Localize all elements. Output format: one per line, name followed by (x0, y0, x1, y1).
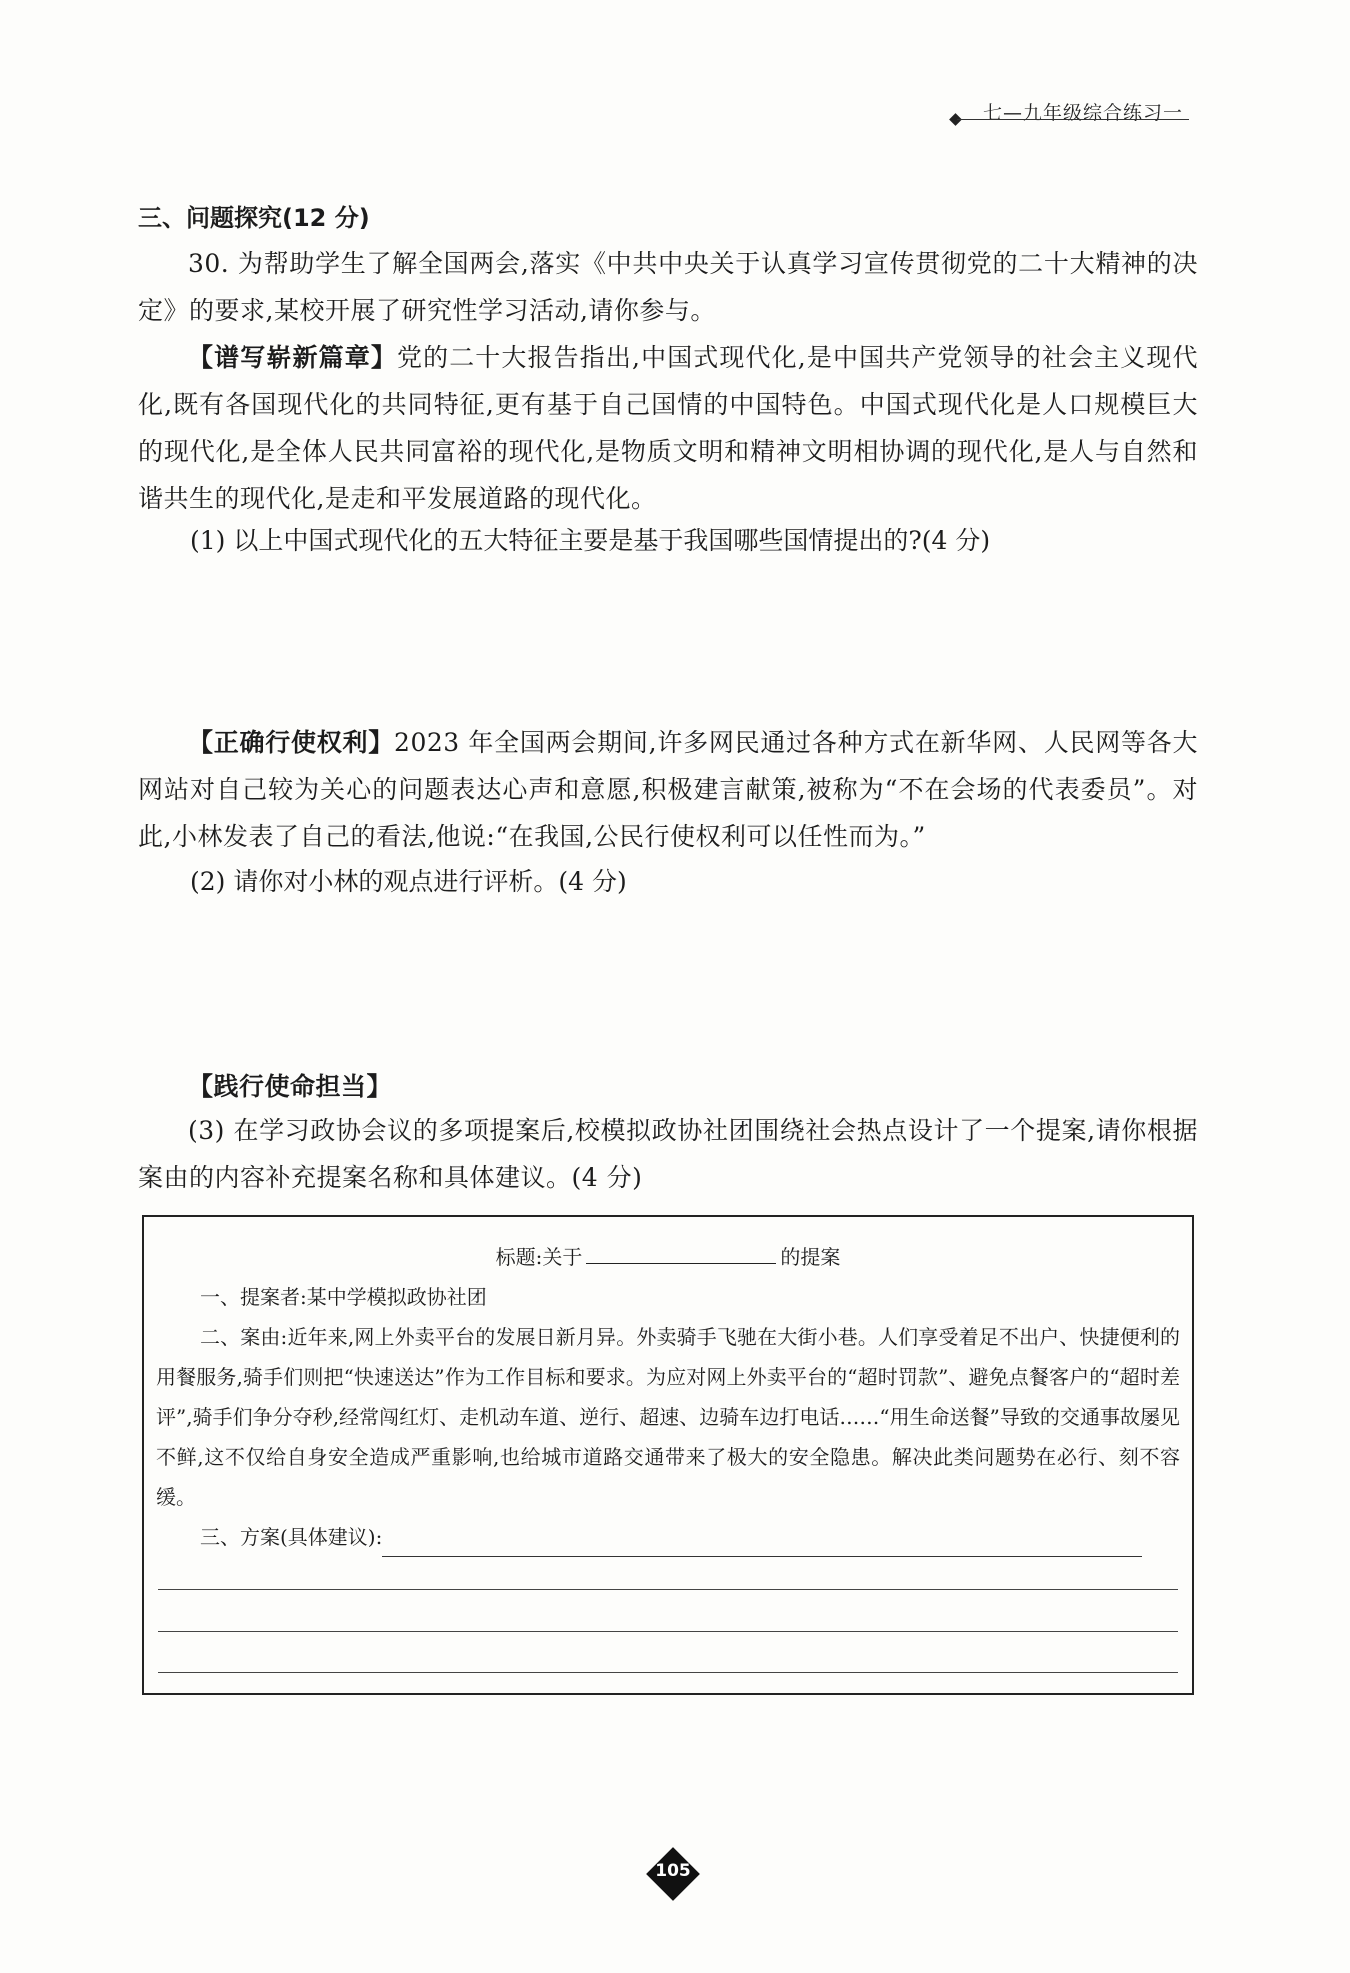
part3-tag-line (188, 1063, 1188, 1110)
part2-question: (2) 请你对小林的观点进行评析。(4 分) (190, 867, 627, 896)
proposal-title-suffix: 的提案 (780, 1245, 841, 1269)
part2-paragraph (138, 719, 1198, 860)
answer-line[interactable] (158, 1631, 1178, 1632)
section-title: 三、问题探究(12 分) (138, 204, 370, 232)
answer-line[interactable] (158, 1672, 1178, 1673)
answer-line[interactable] (158, 1589, 1178, 1590)
proposal-plan-row (156, 1517, 1180, 1557)
question-30-intro: 30. 为帮助学生了解全国两会,落实《中共中央关于认真学习宣传贯彻党的二十大精神的决定》的要求,某校开展了研究性学习活动,请你参与。 (138, 249, 1198, 325)
proposal-title-prefix: 标题:关于 (495, 1245, 583, 1269)
part1-tag: 【谱写崭新篇章】 (188, 343, 397, 372)
proposal-title-blank[interactable] (586, 1239, 776, 1264)
part1-question: (1) 以上中国式现代化的五大特征主要是基于我国哪些国情提出的?(4 分) (190, 526, 991, 555)
header-rule (957, 119, 1189, 120)
page-number: 105 (655, 1861, 691, 1881)
running-title: 七—九年级综合练习一 (983, 102, 1184, 124)
proposal-plan-label: 三、方案(具体建议): (200, 1525, 383, 1549)
page-number-badge (647, 1848, 699, 1900)
proposal-title (156, 1237, 1180, 1277)
part3-question: (3) 在学习政协会议的多项提案后,校模拟政协社团围绕社会热点设计了一个提案,请你根据案由的内容补充提案名称和具体建议。(4 分) (138, 1116, 1198, 1192)
proposal-reason: 二、案由:近年来,网上外卖平台的发展日新月异。外卖骑手飞驰在大街小巷。人们享受着足不出户、快捷便利的用餐服务,骑手们则把“快速送达”作为工作目标和要求。为应对网上外卖平台的“超时罚款”、避免点餐客户的“超时差评”,骑手们争分夺秒,经常闯红灯、走机动车道、逆行、超速、边骑车边打电话……“用生命送餐”导致的交通事故屡见不鲜,这不仅给自身安全造成严重影响,也给城市道路交通带来了极大的安全隐患。解决此类问题势在必行、刻不容缓。 (156, 1325, 1180, 1509)
proposal-proposer: 一、提案者:某中学模拟政协社团 (200, 1285, 487, 1309)
proposal-box (142, 1215, 1194, 1695)
part1-text: 党的二十大报告指出,中国式现代化,是中国共产党领导的社会主义现代化,既有各国现代化的共同特征,更有基于自己国情的中国特色。中国式现代化是人口规模巨大的现代化,是全体人民共同富裕的现代化,是物质文明和精神文明相协调的现代化,是人与自然和谐共生的现代化,是走和平发展道路的现代化。 (138, 343, 1198, 513)
part2-tag: 【正确行使权利】 (188, 728, 395, 757)
part2-text: 2023 年全国两会期间,许多网民通过各种方式在新华网、人民网等各大网站对自己较为关心的问题表达心声和意愿,积极建言献策,被称为“不在会场的代表委员”。对此,小林发表了自己的看法,他说:“在我国,公民行使权利可以任性而为。” (138, 728, 1198, 851)
part3-tag: 【践行使命担当】 (188, 1072, 393, 1101)
plan-answer-line[interactable] (382, 1555, 1142, 1557)
part1-paragraph (138, 334, 1198, 522)
